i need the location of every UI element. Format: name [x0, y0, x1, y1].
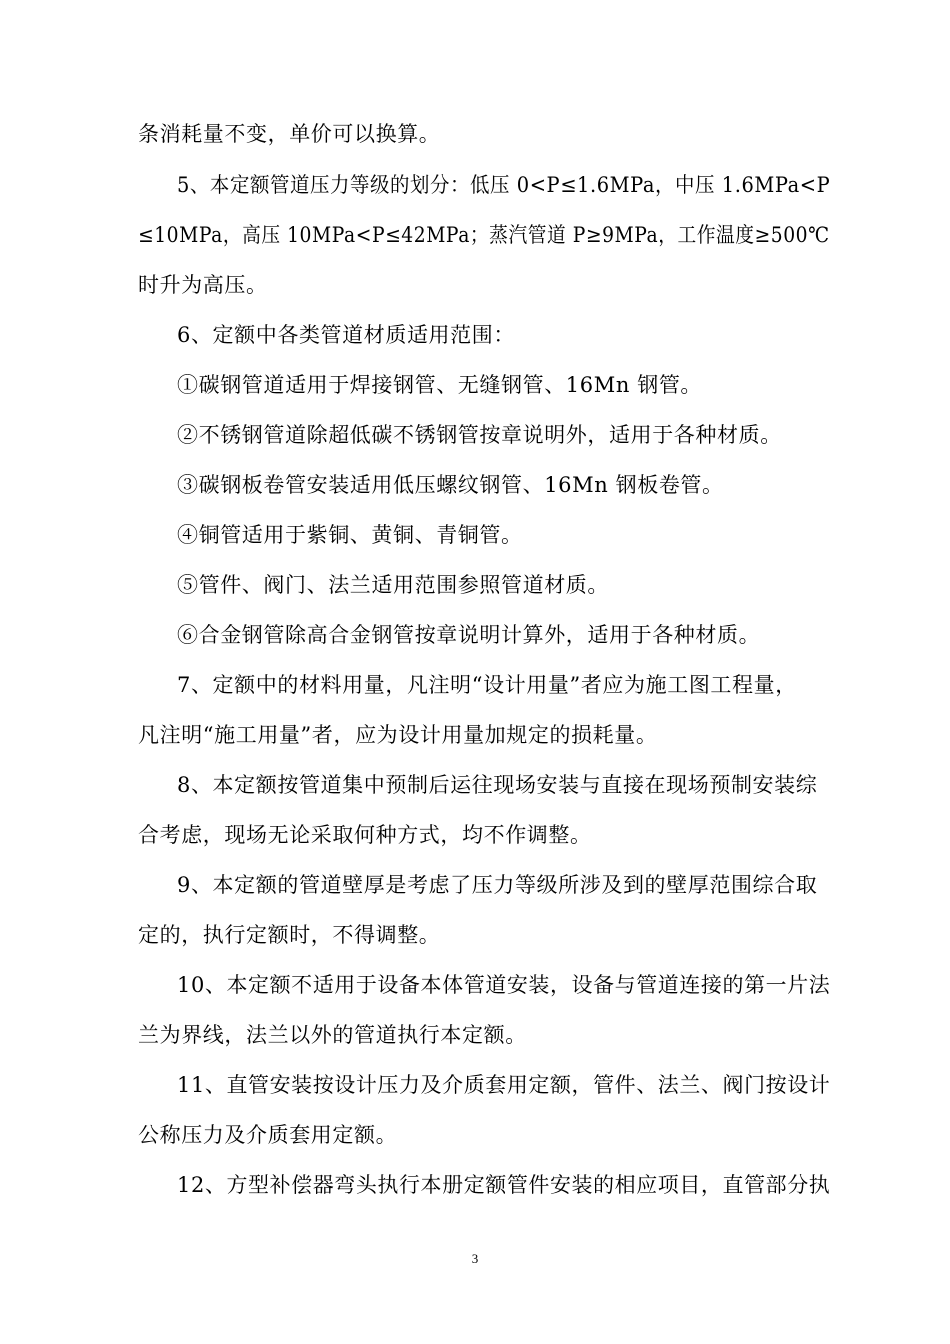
text-line: 合考虑，现场无论采取何种方式，均不作调整。	[138, 823, 592, 847]
text-line: ⑥合金钢管除高合金钢管按章说明计算外，适用于各种材质。	[177, 623, 761, 647]
text-line: ⑤管件、阀门、法兰适用范围参照管道材质。	[177, 573, 609, 597]
text-line: 11、直管安装按设计压力及介质套用定额，管件、法兰、阀门按设计	[177, 1073, 831, 1097]
text-line: 条消耗量不变，单价可以换算。	[138, 122, 441, 146]
text-line: 兰为界线，法兰以外的管道执行本定额。	[138, 1023, 527, 1047]
text-line: 9、本定额的管道壁厚是考虑了压力等级所涉及到的壁厚范围综合取	[177, 873, 818, 897]
text-line: ②不锈钢管道除超低碳不锈钢管按章说明外，适用于各种材质。	[177, 423, 782, 447]
page-number: 3	[471, 1251, 479, 1266]
text-line: ③碳钢板卷管安装适用低压螺纹钢管、16Mn 钢板卷管。	[177, 473, 724, 497]
text-line: 凡注明“施工用量”者，应为设计用量加规定的损耗量。	[138, 723, 658, 747]
text-line: 6、定额中各类管道材质适用范围：	[177, 323, 515, 347]
text-line: 时升为高压。	[138, 273, 268, 297]
text-line: 5、本定额管道压力等级的划分：低压 0<P≤1.6MPa，中压 1.6MPa<P	[177, 173, 831, 197]
text-line: 12、方型补偿器弯头执行本册定额管件安装的相应项目，直管部分执	[177, 1173, 831, 1197]
text-line: ④铜管适用于紫铜、黄铜、青铜管。	[177, 523, 523, 547]
text-line: ≤10MPa，高压 10MPa<P≤42MPa；蒸汽管道 P≥9MPa，工作温度≥500℃	[138, 223, 830, 247]
text-line: 定的，执行定额时，不得调整。	[138, 923, 441, 947]
text-line: 8、本定额按管道集中预制后运往现场安装与直接在现场预制安装综	[177, 773, 818, 797]
text-line: 7、定额中的材料用量，凡注明“设计用量”者应为施工图工程量，	[177, 673, 797, 697]
text-line: 公称压力及介质套用定额。	[138, 1123, 398, 1147]
text-line: 10、本定额不适用于设备本体管道安装，设备与管道连接的第一片法	[177, 973, 831, 997]
text-line: ①碳钢管道适用于焊接钢管、无缝钢管、16Mn 钢管。	[177, 373, 703, 397]
